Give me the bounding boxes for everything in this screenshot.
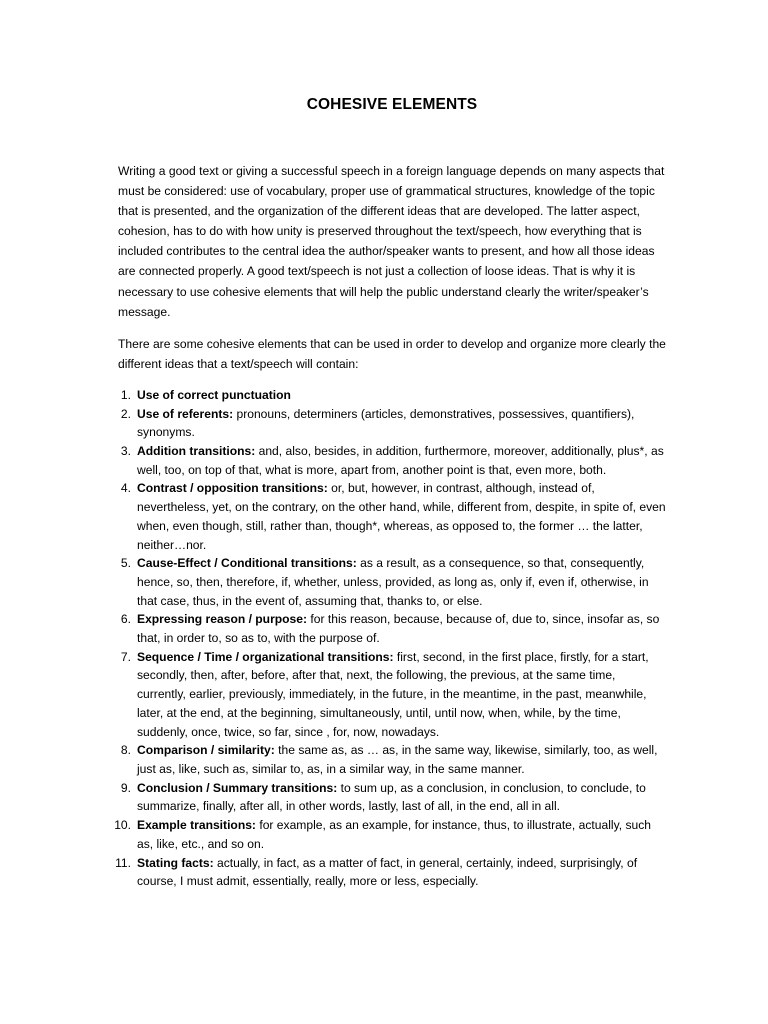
list-item-number: 3. [120,444,131,459]
list-item-term: Cause-Effect / Conditional transitions: [137,556,357,571]
list-item [115,854,666,891]
list-item-number: 1. [120,387,131,402]
list-item [118,405,666,442]
list-item-term: Addition transitions: [137,444,256,459]
list-item-number: 8. [120,743,131,758]
list-item-number: 7. [120,649,131,664]
list-item-term: Use of correct punctuation [137,387,291,402]
cohesive-elements-list [114,386,666,891]
list-item [114,816,666,853]
list-item-term: Stating facts: [137,855,214,870]
list-item-number: 5. [120,556,131,571]
list-item-text: to sum up, as a conclusion, in conclusion, to conclude, to summarize, finally, after all, in other words, lastly, last of all, in the end, all in all. [137,780,646,814]
list-item-number: 6. [120,612,131,627]
list-item-term: Comparison / similarity: [137,743,275,758]
list-item-text: as a result, as a consequence, so that, consequently, hence, so, then, therefore, if, whether, unless, provided, as long as, only if, even if, otherwise, in that case, thus, in the event of, assuming that, thanks to, or else. [137,556,649,608]
list-item-term: Expressing reason / purpose: [137,612,308,627]
list-item-text: for example, as an example, for instance, thus, to illustrate, actually, such as, like, etc., and so on. [137,818,651,851]
list-item-text: pronouns, determiners (articles, demonstratives, possessives, quantifiers), synonyms. [137,406,635,440]
page-title: COHESIVE ELEMENTS [306,96,478,113]
list-item-text: first, second, in the first place, firstly, for a start, secondly, then, after, before, after that, next, the following, the previous, at the same time, currently, earlier, previously, immediately, in the future, in the meantime, in the past, meanwhile, later, at the end, at the beginning, simultaneously, until, until now, when, while, by the time, suddenly, once, twice, so far, since , for, now, nowadays. [137,649,649,739]
list-item-term: Example transitions: [137,818,256,833]
intro-paragraph: Writing a good text or giving a successful speech in a foreign language depends on many aspects that must be considered: use of vocabulary, proper use of grammatical structures, knowledge of the topic that is presented, and the organization of the different ideas that are developed. The latter aspect, cohesion, has to do with how unity is preserved throughout the text/speech, how everything that is included contributes to the central idea the author/speaker wants to present, and how all those ideas are connected properly. A good text/speech is not just a collection of loose ideas. That is why it is necessary to use cohesive elements that will help the public understand clearly the writer/speaker’s message. [118,164,665,319]
list-item [118,554,666,610]
list-item-number: 11. [115,855,131,870]
list-item-number: 10. [114,818,131,833]
list-item-text: the same as, as … as, in the same way, likewise, similarly, too, as well, just as, like, such as, similar to, as, in a similar way, in the same manner. [137,743,658,776]
list-item [118,479,666,554]
list-item [118,741,666,778]
list-item-text: for this reason, because, because of, due to, since, insofar as, so that, in order to, so as to, with the purpose of. [137,612,660,646]
list-item-term: Use of referents: [137,406,234,421]
list-intro-paragraph: There are some cohesive elements that can be used in order to develop and organize more clearly the different ideas that a text/speech will contain: [118,336,666,371]
list-item-text: actually, in fact, as a matter of fact, in general, certainly, indeed, surprisingly, of course, I must admit, essentially, really, more or less, especially. [137,855,638,889]
list-item [118,779,666,816]
list-item-text: or, but, however, in contrast, although, instead of, nevertheless, yet, on the contrary, on the other hand, while, different from, despite, in spite of, even when, even though, still, rather than, though*, whereas, as opposed to, the former … the latter, neither…nor. [137,481,666,552]
list-item [118,648,666,742]
list-item [118,442,666,479]
list-item-number: 4. [120,481,131,496]
document-page [114,96,666,891]
list-item-text: and, also, besides, in addition, furthermore, moreover, additionally, plus*, as well, too, on top of that, what is more, apart from, another point is that, even more, both. [137,444,664,477]
list-item [118,610,666,647]
list-item-number: 9. [120,780,131,795]
list-item [118,386,666,405]
list-item-term: Conclusion / Summary transitions: [137,780,338,795]
list-item-term: Sequence / Time / organizational transitions: [137,649,394,664]
list-item-number: 2. [120,406,131,421]
list-item-term: Contrast / opposition transitions: [137,481,328,496]
